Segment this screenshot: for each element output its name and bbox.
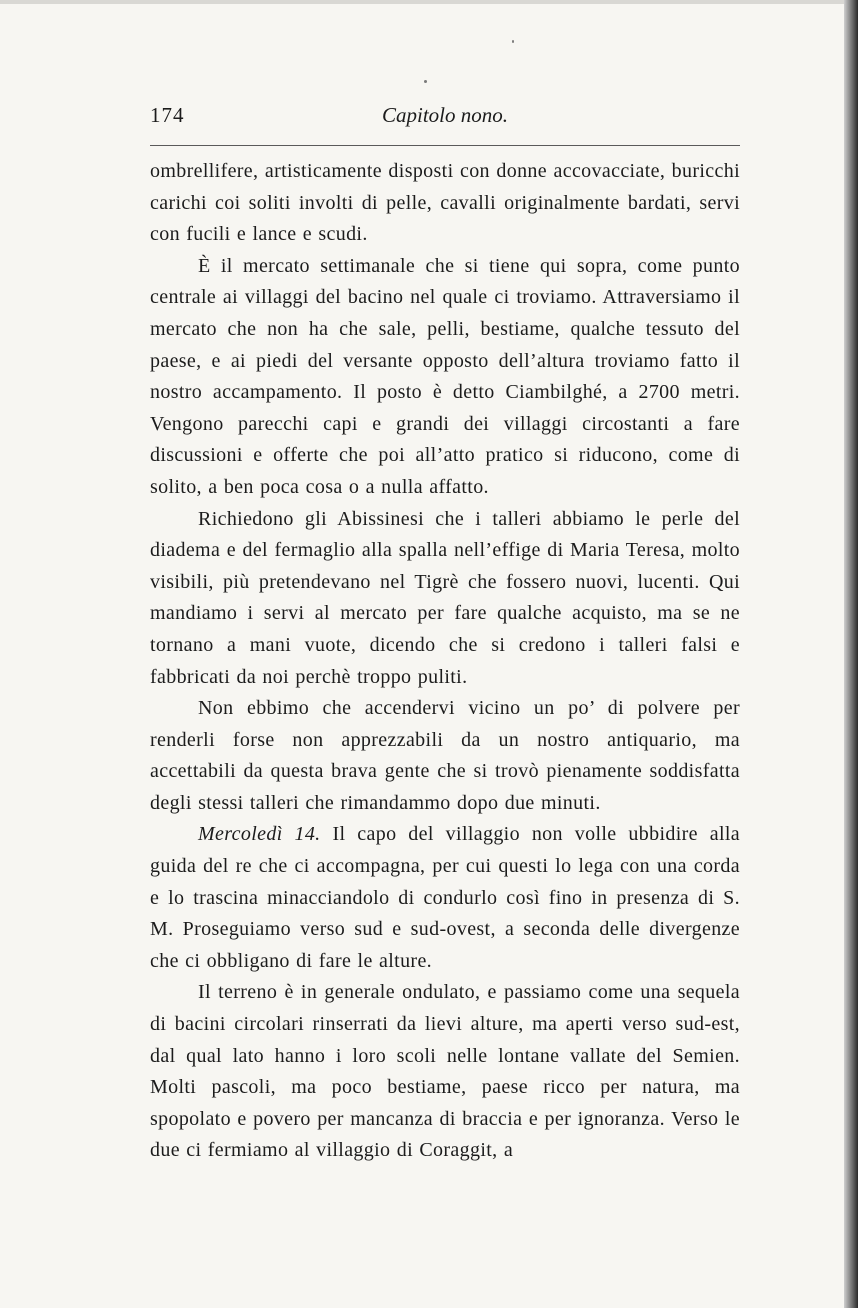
diary-date: Mercoledì 14. [198,823,321,846]
page-number: 174 [150,103,185,127]
print-speck [424,80,427,83]
header-rule [150,145,740,146]
scan-edge-right [844,0,858,1308]
running-title: Capitolo nono. [381,103,508,127]
paragraph: Non ebbimo che accendervi vicino un po’ di polvere per renderli forse non apprezzabili da un nostro antiquario, ma accettabili da questa brava gente che si trovò pienamente soddisfatta degli stessi talleri che rimandammo dopo due minuti. [150,697,740,814]
paragraph-dated [150,819,740,977]
paragraph: Il terreno è in generale ondulato, e passiamo come una sequela di bacini circolari rinserrati da lievi alture, ma aperti verso sud-est, dal qual lato hanno i loro scoli nelle lontane vallate del Semien. Molti pascoli, ma poco bestiame, paese ricco per natura, ma spopolato e povero per mancanza di braccia e per ignoranza. Verso le due ci fermiamo al villaggio di Coraggit, a [150,981,740,1162]
paragraph: Richiedono gli Abissinesi che i talleri abbiamo le perle del diadema e del fermaglio alla spalla nell’effige di Maria Teresa, molto visibili, più pretendevano nel Tigrè che fossero nuovi, lucenti. Qui mandiamo i servi al mercato per fare qualche acquisto, ma se ne tornano a mani vuote, dicendo che si credono i talleri falsi e fabbricati da noi perchè troppo puliti. [150,507,740,688]
paragraph-text: Il capo del villaggio non volle ubbidire alla guida del re che ci accompagna, per cui questi lo lega con una corda e lo trascina minacciandolo di condurlo così fino in presenza di S. M. Proseguiamo verso sud e sud-ovest, a seconda delle divergenze che ci obbligano di fare le alture. [150,823,741,972]
paragraph: ombrellifere, artisticamente disposti con donne accovacciate, buricchi carichi coi soliti involti di pelle, cavalli originalmente bardati, servi con fucili e lance e scudi. [150,160,740,246]
paragraph: È il mercato settimanale che si tiene qui sopra, come punto centrale ai villaggi del bacino nel quale ci troviamo. Attraversiamo il mercato che non ha che sale, pelli, bestiame, qualche tessuto del paese, e ai piedi del versante opposto dell’altura troviamo fatto il nostro accampamento. Il posto è detto Ciambilghé, a 2700 metri. Vengono parecchi capi e grandi dei villaggi circostanti a fare discussioni e offerte che poi all’atto pratico si riducono, come di solito, a ben poca cosa o a nulla affatto. [150,254,740,498]
scan-edge-top [0,0,858,4]
body-text [150,156,740,1167]
print-speck [512,40,514,43]
